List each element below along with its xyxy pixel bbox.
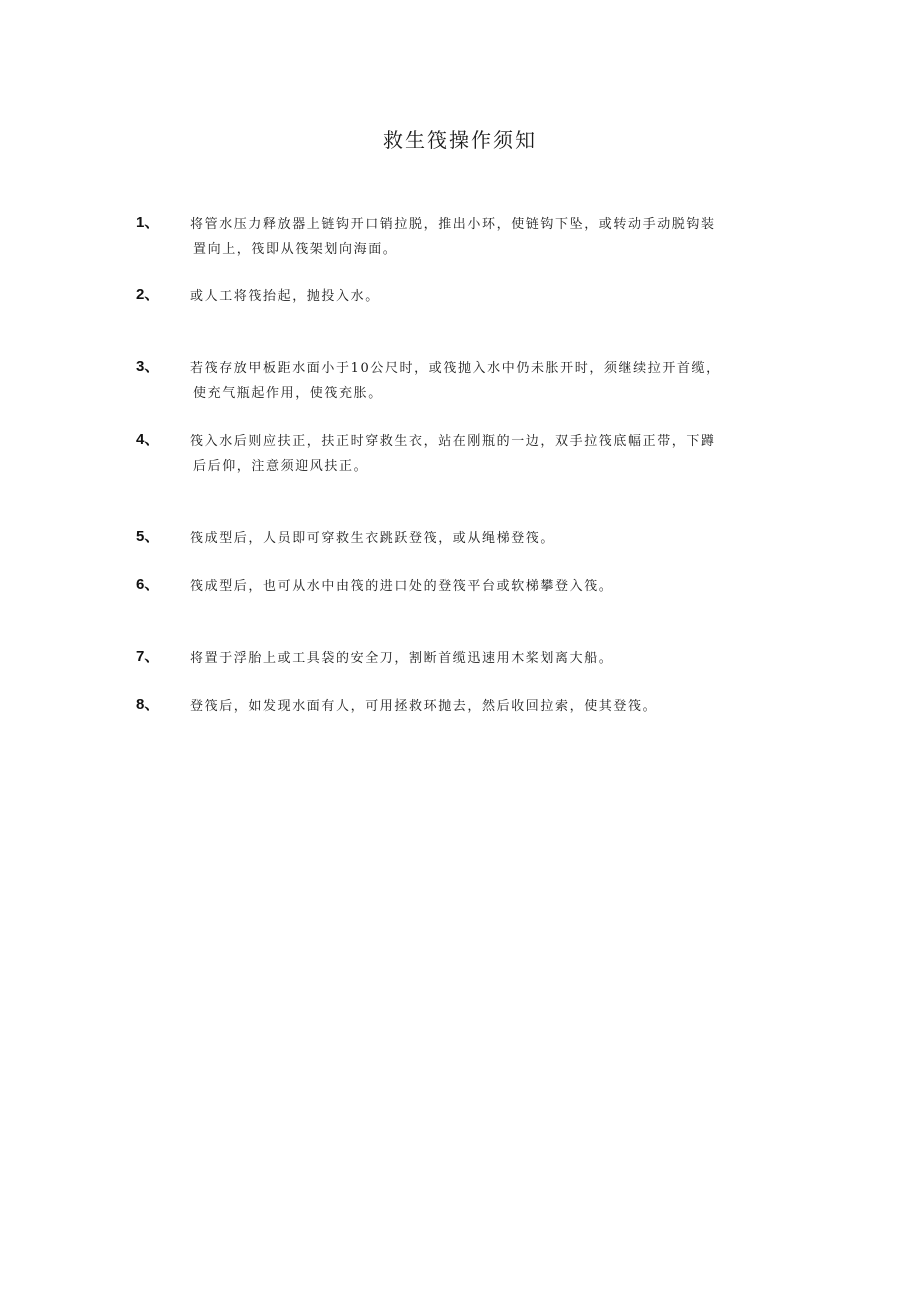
item-text <box>190 694 760 719</box>
item-text <box>190 646 760 671</box>
item-number: 4、 <box>136 431 160 448</box>
item-number: 7、 <box>136 648 160 665</box>
item-text <box>190 429 760 479</box>
item-line: 登筏后，如发现水面有人，可用拯救环抛去，然后收回拉索，使其登筏。 <box>190 699 658 714</box>
item-line: 或人工将筏抬起，抛投入水。 <box>190 289 380 304</box>
item-line: 筏入水后则应扶正，扶正时穿救生衣，站在刚瓶的一边，双手拉筏底幅正带，下蹲 <box>190 434 716 449</box>
item-line: 筏成型后，人员即可穿救生衣跳跃登筏，或从绳梯登筏。 <box>190 531 556 546</box>
item-number: 6、 <box>136 576 160 593</box>
item-text <box>190 212 760 262</box>
item-number: 1、 <box>136 214 160 231</box>
item-line: 使充气瓶起作用，使筏充胀。 <box>193 386 383 401</box>
item-line: 将置于浮胎上或工具袋的安全刀，割断首缆迅速用木桨划离大船。 <box>190 651 614 666</box>
item-text <box>190 284 760 309</box>
item-line: 将管水压力释放器上链钩开口销拉脱，推出小环，使链钩下坠，或转动手动脱钩装 <box>190 217 716 232</box>
item-line: 筏成型后，也可从水中由筏的进口处的登筏平台或软梯攀登入筏。 <box>190 579 614 594</box>
item-number: 3、 <box>136 358 160 375</box>
page-title: 救生筏操作须知 <box>383 128 537 152</box>
item-line: 后后仰，注意须迎风扶正。 <box>193 459 369 474</box>
item-number: 8、 <box>136 696 160 713</box>
item-number: 2、 <box>136 286 160 303</box>
item-line: 若筏存放甲板距水面小于10公尺时，或筏抛入水中仍未胀开时，须继续拉开首缆， <box>190 361 721 376</box>
item-number: 5、 <box>136 528 160 545</box>
item-text <box>190 526 760 551</box>
item-line: 置向上，筏即从筏架划向海面。 <box>193 242 398 257</box>
item-text <box>190 356 760 406</box>
item-text <box>190 574 760 599</box>
